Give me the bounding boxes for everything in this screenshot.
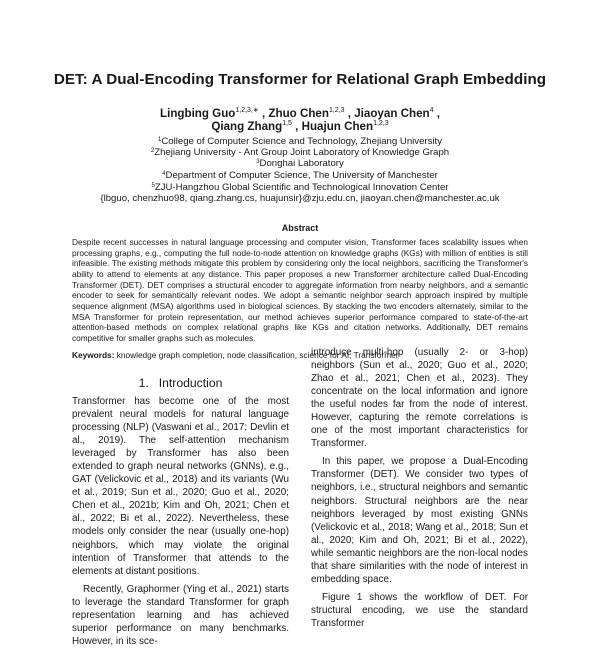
paragraph: introduce multi-hop (usually 2- or 3-hop) neighbors (Sun et al., 2020; Guo et al., 2020; Zhao et al., 2021; Chen et al., 2023). They concentrate on the local information and ignore the useful nodes far from the node of interest. However, capturing the remote correlations is one of the most important characteristics for Transformer. [311, 347, 528, 450]
paragraph: Figure 1 shows the workflow of DET. For structural encoding, we use the standard Transformer [311, 591, 528, 629]
abstract-body: Despite recent successes in natural language processing and computer vision, Transformer faces scalability issues when processing graphs, e.g., computing the full node-to-node attention on knowledge graphs (KGs) with million of entities is still infeasible. The existing methods mitigate this problem by considering only the local neighbors, sacrificing the Transformer's ability to attend to elements at any distance. This paper proposes a new Transformer architecture called Dual-Encoding Transformer (DET). DET comprises a structural encoder to aggregate information from nearby neighbors, and a semantic encoder to seek for semantically relevant nodes. We adopt a semantic neighbor search approach inspired by multiple sequence alignment (MSA) algorithms used in biological sciences. By stacking the two encoders alternately, similar to the MSA Transformer for protein representation, our method achieves superior performance compared to state-of-the-art attention-based methods on complex relational graphs like KGs and citation networks. Additionally, DET remains competitive for smaller graphs such as molecules. [72, 237, 528, 343]
author-affiliation-marks: 1,2,3 [373, 120, 389, 127]
author-name: Huajun Chen [301, 120, 374, 133]
author-affiliation-marks: 1,2,3,∗ [235, 107, 259, 114]
right-column [311, 346, 528, 630]
affiliation-3 [0, 157, 600, 169]
paper-title: DET: A Dual-Encoding Transformer for Relational Graph Embedding [53, 71, 547, 88]
paragraph: Transformer has become one of the most prevalent neural models for natural language processing (NLP) (Vaswani et al., 2017; Devlin et al., 2019). The self-attention mechanism leveraged by Transformer has also been extended to graph neural networks (GNNs), e.g., GAT (Velickovic et al., 2018) and its variants (Wu et al., 2019; Sun et al., 2020; Guo et al., 2020; Chen et al., 2021b; Kim and Oh, 2021; Chen et al., 2022; Bi et al., 2022). Nevertheless, these models only consider the near (usually one-hop) neighbors, which may violate the original intention of Transformer that attends to the elements at distant positions. [72, 396, 289, 577]
author-name: Lingbing Guo [160, 107, 236, 120]
affiliation-text: Donghai Laboratory [259, 158, 344, 169]
affiliation-mark: 5 [151, 183, 155, 189]
author-line-2: Qiang Zhang$^{1,5}$ , Huajun Chen$^{1,2,3}$ [211, 120, 389, 133]
affiliation-4 [0, 169, 600, 181]
author-name: Qiang Zhang [211, 120, 283, 133]
paragraph: In this paper, we propose a Dual-Encoding Transformer (DET). We consider two types of neighbors, i.e., structural neighbors and semantic neighbors. Structural neighbors are the near neighbors leveraged by most existing GNNs (Velickovic et al., 2018; Wang et al., 2018; Sun et al., 2020; Kim and Oh, 2021; Bi et al., 2022), while semantic neighbors are the non-local nodes that share similarities with the node of interest in embedding space. [311, 456, 528, 585]
author-name: Jiaoyan Chen [354, 107, 430, 120]
paragraph: Recently, Graphormer (Ying et al., 2021) starts to leverage the standard Transformer for graph representation learning and has achieved superior performance on many benchmarks. However, in its sce- [72, 583, 289, 647]
affiliation-mark: 1 [157, 137, 162, 143]
affiliation-mark: 4 [162, 171, 166, 177]
author-line-1: Lingbing Guo$^{1,2,3,∗}$ , Zhuo Chen$^{1,2,3}$ , Jiaoyan Chen$^4$ , [160, 107, 440, 120]
affiliation-5 [0, 181, 600, 193]
author-affiliation-marks: 1,5 [282, 120, 292, 127]
author-affiliation-marks: 1,2,3 [328, 107, 345, 114]
affiliation-text: College of Computer Science and Technology, Zhejiang University [161, 136, 443, 147]
affiliation-text: Zhejiang University - Ant Group Joint Laboratory of Knowledge Graph [154, 147, 450, 158]
affiliation-mark: 2 [150, 148, 155, 154]
keywords-list: knowledge graph completion, node classification, science for AI, Transformer [116, 350, 399, 360]
affiliation-text: ZJU-Hangzhou Global Scientific and Technological Innovation Center [154, 182, 449, 193]
affiliation-mark: 3 [256, 159, 260, 165]
section-number: 1. [138, 376, 149, 390]
abstract-heading: Abstract [281, 223, 319, 233]
left-column [72, 395, 289, 648]
keywords-label: Keywords: [72, 350, 115, 360]
author-affiliation-marks: 4 [429, 107, 434, 114]
author-emails: {lbguo, chenzhuo98, qiang.zhang.cs, huajunsir}@zju.edu.cn, jiaoyan.chen@manchester.ac.uk [100, 193, 500, 204]
author-name: Zhuo Chen [268, 107, 329, 120]
section-title: Introduction [158, 376, 223, 390]
affiliation-text: Department of Computer Science, The University of Manchester [165, 170, 438, 181]
section-heading-introduction [72, 376, 289, 390]
